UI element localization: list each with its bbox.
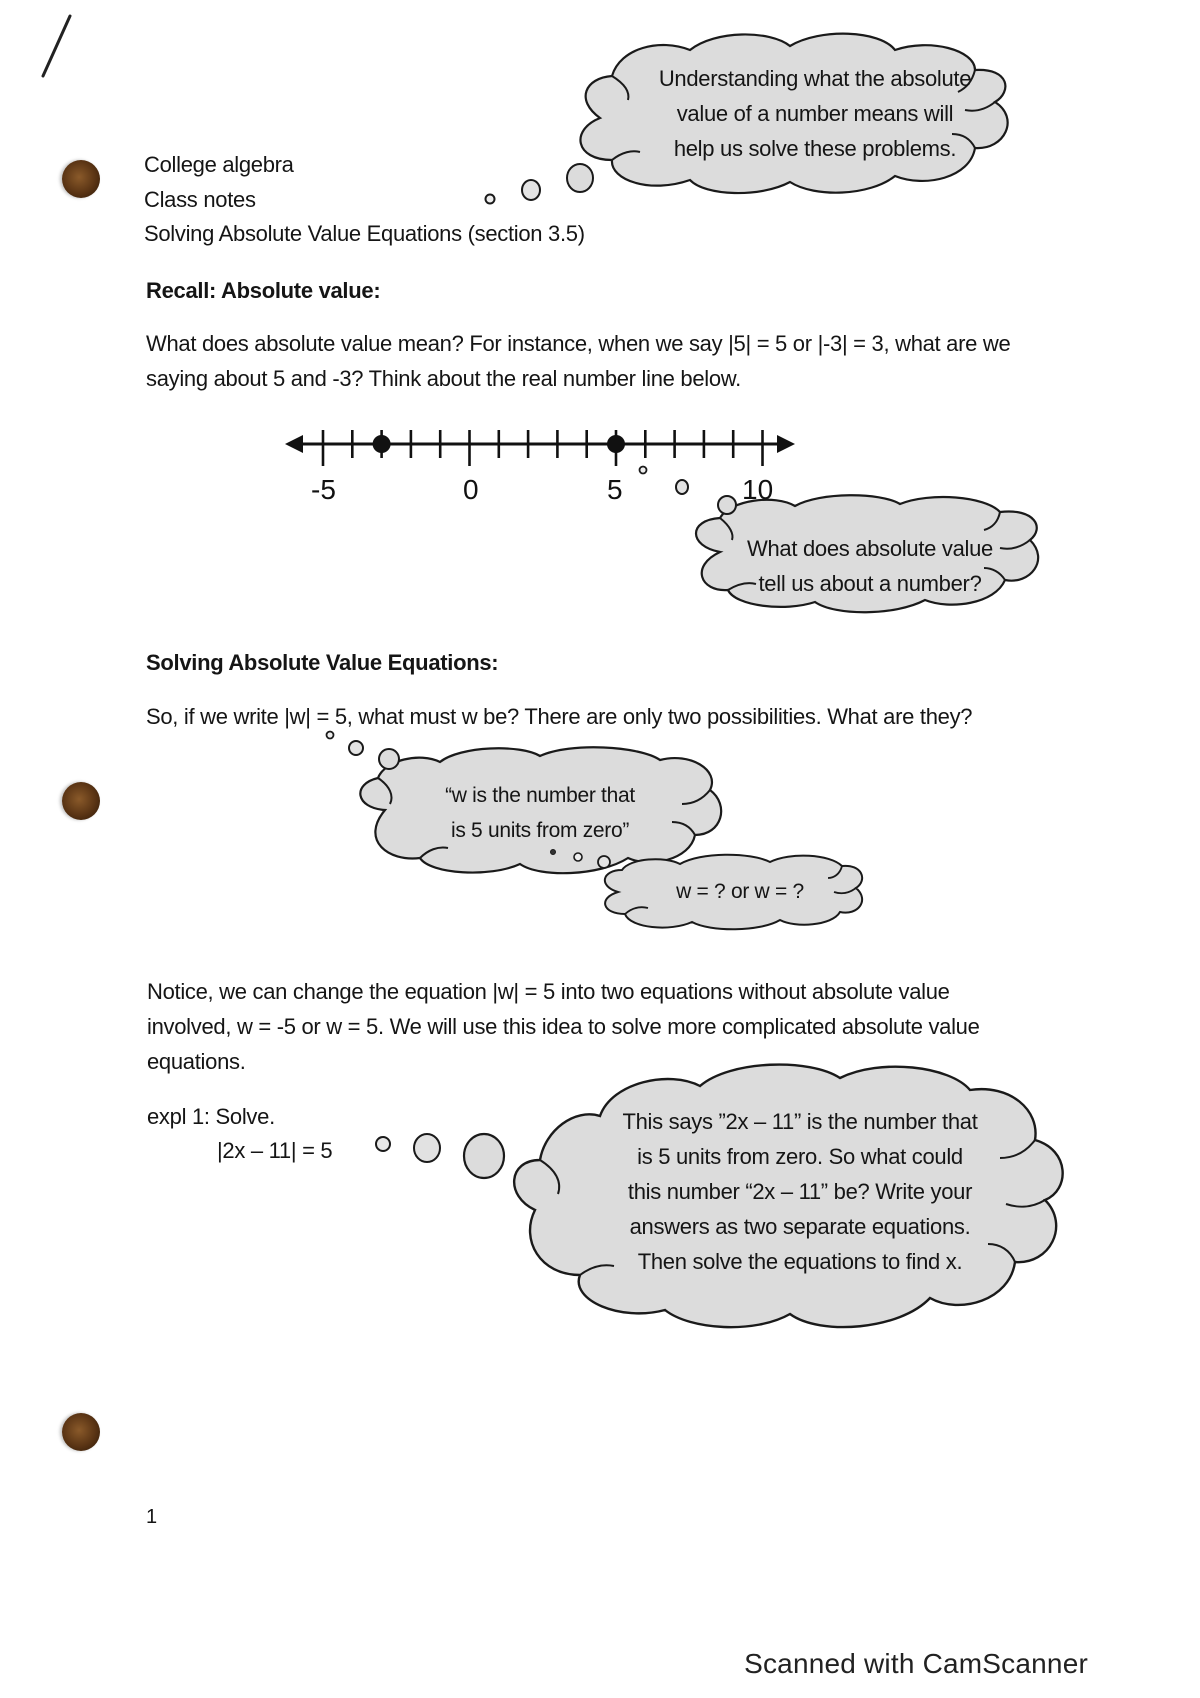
cloud-example-line: this number “2x – 11” be? Write your [627, 1179, 973, 1204]
pen-mark [43, 16, 70, 76]
notice-line: Notice, we can change the equation |w| = 5 into two equations without absolute value [147, 979, 950, 1004]
cloud-numberline-line: What does absolute value [747, 536, 993, 561]
arrow-right-icon [777, 435, 795, 453]
thought-bubble-small [640, 467, 647, 474]
cloud-top-text [640, 61, 990, 166]
recall-line: What does absolute value mean? For instance, when we say |5| = 5 or |-3| = 3, what are we [146, 331, 1011, 356]
scanner-watermark: Scanned with CamScanner [744, 1648, 1088, 1679]
cloud-w-definition-line: “w is the number that [445, 784, 635, 807]
cloud-numberline-text [725, 531, 1015, 601]
thought-bubble-large [718, 496, 736, 514]
thought-bubble-large [379, 749, 399, 769]
recall-line: saying about 5 and -3? Think about the real number line below. [146, 366, 741, 391]
cloud-w-definition-line: is 5 units from zero” [450, 819, 630, 842]
thought-bubble-small [551, 850, 556, 855]
solving-question: So, if we write |w| = 5, what must w be? There are only two possibilities. What are they? [146, 704, 973, 729]
class-notes-label: Class notes [144, 187, 256, 212]
number-line-label: -5 [311, 474, 336, 505]
thought-bubble-small [486, 195, 495, 204]
number-line-label: 10 [742, 474, 774, 505]
cloud-example-line: This says ”2x – 11” is the number that [622, 1109, 978, 1134]
notice-line: equations. [147, 1049, 246, 1074]
notice-line: involved, w = -5 or w = 5. We will use this idea to solve more complicated absolute value [147, 1014, 980, 1039]
thought-bubble-large [464, 1134, 504, 1178]
thought-bubble-medium [349, 741, 363, 755]
number-line-label: 5 [607, 474, 623, 505]
course-name: College algebra [144, 152, 294, 177]
thought-bubble-medium [522, 180, 540, 200]
cloud-w-definition-text [400, 778, 680, 848]
cloud-top-line: value of a number means will [676, 101, 954, 126]
cloud-numberline-line: tell us about a number? [758, 571, 982, 596]
example-equation: |2x – 11| = 5 [217, 1138, 333, 1163]
number-line-point [607, 435, 625, 453]
page-number: 1 [146, 1506, 157, 1528]
cloud-example-line: answers as two separate equations. [629, 1214, 971, 1239]
number-line-label: 0 [463, 474, 479, 505]
notice-paragraph [147, 974, 980, 1079]
section-title: Solving Absolute Value Equations (section 3.5) [144, 221, 585, 246]
cloud-top-line: help us solve these problems. [673, 136, 957, 161]
thought-bubble-large [567, 164, 593, 192]
thought-bubble-medium [574, 853, 582, 861]
thought-bubble-medium [414, 1134, 440, 1162]
cloud-top-line: Understanding what the absolute [658, 66, 972, 91]
cloud-w-equation-text: w = ? or w = ? [676, 880, 804, 903]
solving-heading: Solving Absolute Value Equations: [146, 650, 499, 675]
thought-bubble-medium [676, 480, 688, 494]
thought-bubble-small [327, 732, 334, 739]
thought-bubble-small [376, 1137, 390, 1151]
cloud-example-text [600, 1104, 1000, 1279]
cloud-example-line: is 5 units from zero. So what could [637, 1144, 963, 1169]
thought-bubble-large [598, 856, 610, 868]
number-line [285, 430, 795, 466]
arrow-left-icon [285, 435, 303, 453]
example-label: expl 1: Solve. [147, 1104, 275, 1129]
recall-heading: Recall: Absolute value: [146, 278, 381, 303]
recall-paragraph [146, 326, 1010, 396]
number-line-point [373, 435, 391, 453]
cloud-example-line: Then solve the equations to find x. [637, 1249, 963, 1274]
